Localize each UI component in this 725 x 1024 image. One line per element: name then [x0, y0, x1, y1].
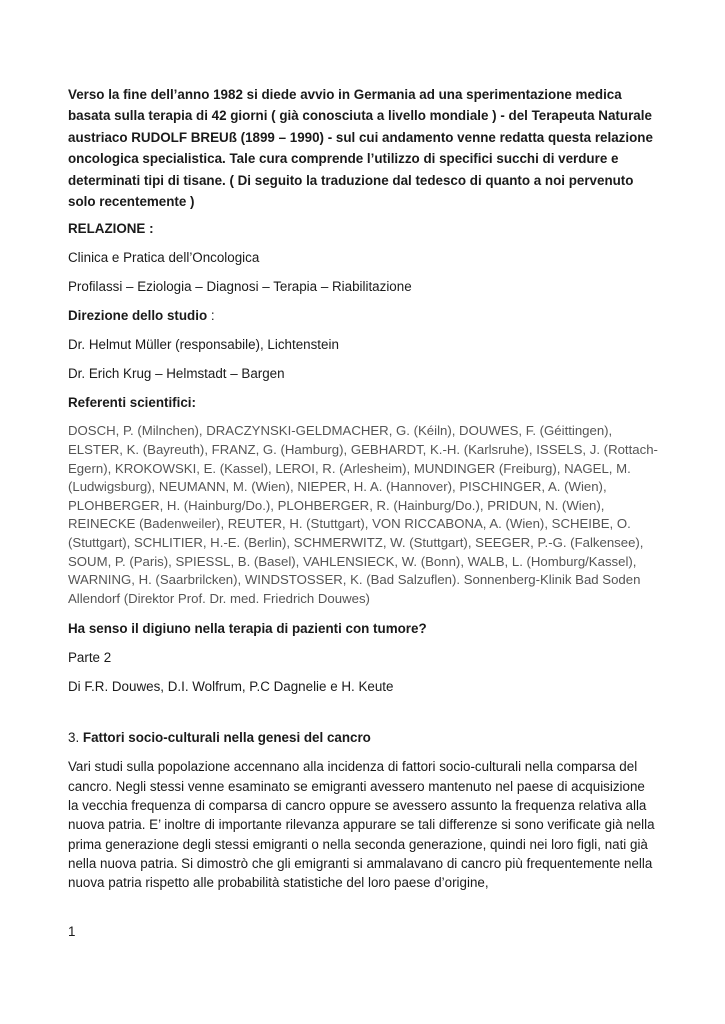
authors-line: Di F.R. Douwes, D.I. Wolfrum, P.C Dagnelie e H. Keute [68, 679, 394, 695]
relazione-heading: RELAZIONE : [68, 221, 154, 237]
question-heading: Ha senso il digiuno nella terapia di pazienti con tumore? [68, 621, 427, 637]
direzione-colon: : [207, 308, 215, 324]
parte-line: Parte 2 [68, 650, 112, 666]
clinica-line: Clinica e Pratica dell’Oncologica [68, 250, 260, 266]
referenti-heading: Referenti scientifici: [68, 395, 196, 411]
referenti-list: DOSCH, P. (Milnchen), DRACZYNSKI-GELDMACHER, G. (Kéiln), DOUWES, F. (Géittingen), ELSTER, K. (Bayreuth), FRANZ, G. (Hamburg), GEBHARDT, K.-H. (Karlsruhe), ISSELS, J. (Rottach-Egern), KROKOWSKI, E. (Kassel), LEROI, R. (Arlesheim), MUNDINGER (Freiburg), NAGEL, M. (Ludwigsburg), NEUMANN, M. (Wien), NIEPER, H. A. (Hannover), PISCHINGER, A. (Wien), PLOHBERGER, H. (Hainburg/Do.), PLOHBERGER, R. (Hainburg/Do.), PRIDUN, N. (Wien), REINECKE (Badenweiler), REUTER, H. (Stuttgart), VON RICCABONA, A. (Wien), SCHEIBE, O. (Stuttgart), SCHLITIER, H.-E. (Berlin), SCHMERWITZ, W. (Stuttgart), SEEGER, P.-G. (Falkensee), SOUM, P. (Paris), SPIESSL, B. (Basel), VAHLENSIECK, W. (Bonn), WALB, L. (Homburg/Kassel), WARNING, H. (Saarbrilcken), WINDSTOSSER, K. (Bad Salzuflen). Sonnenberg-Klinik Bad Soden Allendorf (Direktor Prof. Dr. med. Friedrich Douwes) [68, 423, 658, 606]
profilassi-line: Profilassi – Eziologia – Diagnosi – Terapia – Riabilitazione [68, 279, 412, 295]
section-heading [68, 728, 658, 747]
section-title: Fattori socio-culturali nella genesi del cancro [82, 730, 371, 746]
document-page [68, 84, 658, 892]
section-body: Vari studi sulla popolazione accennano alla incidenza di fattori socio-culturali nella comparsa del cancro. Negli stessi venne esaminato se emigranti avessero mantenuto nel paese di acquisizione la vecchia frequenza di comparsa di cancro oppure se avessero assunto la frequenza relativa alla nuova patria. E’ inoltre di importante rilevanza appurare se tali differenze si sono verificate già nella prima generazione degli stessi emigranti o nella seconda generazione, quindi nei loro figli, nati già nella nuova patria. Si dimostrò che gli emigranti si ammalavano di cancro più frequentemente nella nuova patria rispetto alle probabilità statistiche del loro paese d’origine, [68, 759, 655, 891]
intro-paragraph: Verso la fine dell’anno 1982 si diede avvio in Germania ad una sperimentazione medica basata sulla terapia di 42 giorni ( già conosciuta a livello mondiale ) - del Terapeuta Naturale austriaco RUDOLF BREUß (1899 – 1990) - sul cui andamento venne redatta questa relazione oncologica specialistica. Tale cura comprende l’utilizzo di specifici succhi di verdure e determinati tipi di tisane. ( Di seguito la traduzione dal tedesco di quanto a noi pervenuto solo recentemente ) [68, 87, 653, 210]
page-number: 1 [68, 924, 76, 939]
director-2: Dr. Erich Krug – Helmstadt – Bargen [68, 366, 285, 382]
director-1: Dr. Helmut Müller (responsabile), Lichtenstein [68, 337, 339, 353]
section-number: 3. [68, 730, 83, 746]
direzione-heading: Direzione dello studio [68, 308, 208, 324]
direzione-line [68, 306, 658, 325]
